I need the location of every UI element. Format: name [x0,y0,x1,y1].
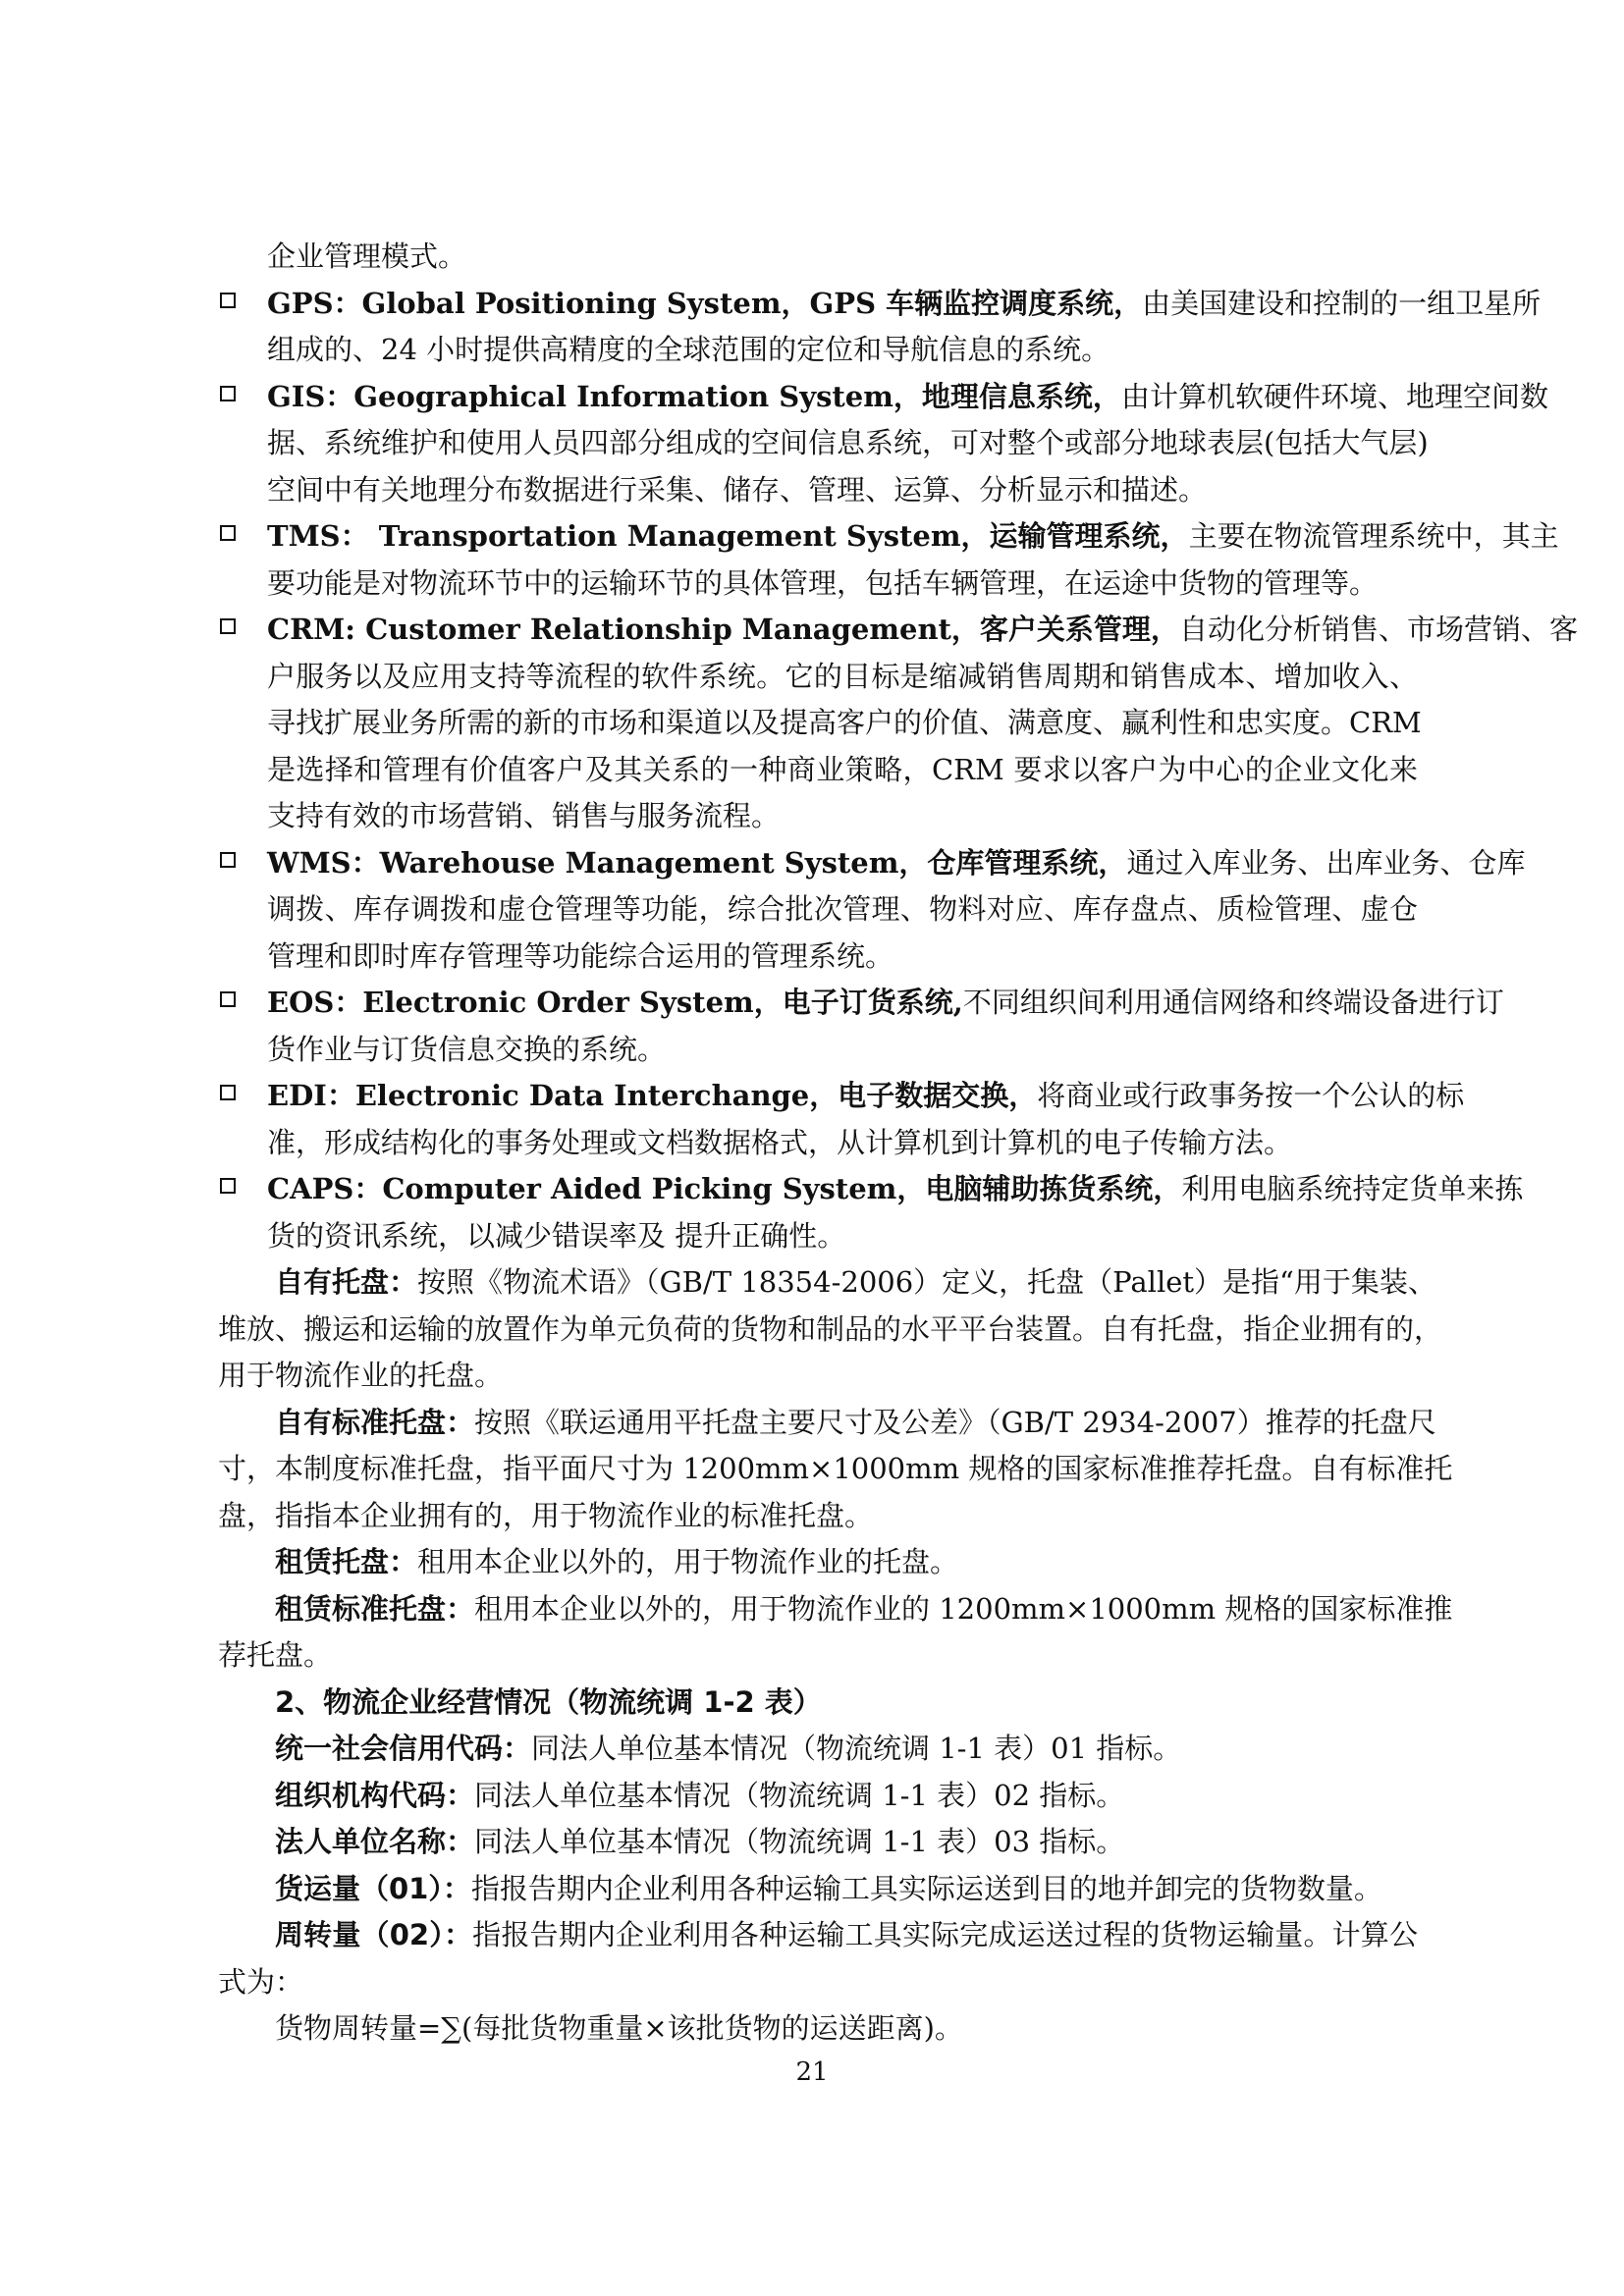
definition-line: 户服务以及应用支持等流程的软件系统。它的目标是缩减销售周期和销售成本、增加收入、 [267,659,1418,693]
definition-item-caps [218,1166,1524,1259]
checkbox-icon [220,386,236,401]
checkbox-icon [220,293,236,308]
paragraph-term: 租赁托盘： [275,1545,418,1578]
checkbox-icon [220,1178,236,1194]
definition-first-line [267,840,1526,887]
page-content [218,234,1578,2053]
definition-text: 不同组织间利用通信网络和终端设备进行订 [962,986,1504,1019]
indicator-term: 组织机构代码： [275,1778,475,1812]
definition-term: TMS： Transportation Management System，运输管理系统， [267,519,1189,553]
indicator-freight-volume [218,1866,1418,1913]
definition-term: EDI：Electronic Data Interchange，电子数据交换， [267,1079,1038,1112]
definition-item-gis [218,374,1548,514]
paragraph-text: 按照《物流术语》（GB/T 18354-2006）定义，托盘（Pallet）是指“用于集装、 [417,1265,1436,1299]
definition-line: 货作业与订货信息交换的系统。 [267,1032,667,1066]
definition-first-line [267,513,1559,561]
page-number: 21 [795,2057,829,2087]
indicator-text: 同法人单位基本情况（物流统调 1-1 表）01 指标。 [531,1732,1182,1765]
intro-line: 企业管理模式。 [267,240,467,273]
definition-term: GIS：Geographical Information System，地理信息系统， [267,379,1121,413]
definition-first-line [267,1166,1524,1213]
paragraph-first-line [218,1586,1453,1633]
paragraph-term: 租赁标准托盘： [275,1591,475,1626]
definition-line: 据、系统维护和使用人员四部分组成的空间信息系统，可对整个或部分地球表层(包括大气层) [267,426,1429,459]
indicator-term: 周转量（02）： [275,1918,473,1951]
section-heading: 2、物流企业经营情况（物流统调 1-2 表） [275,1684,822,1719]
definition-item-eos [218,980,1504,1073]
definition-text: 利用电脑系统持定货单来拣 [1181,1172,1524,1205]
definition-line: 寻找扩展业务所需的新的市场和渠道以及提高客户的价值、满意度、赢利性和忠实度。CRM [267,706,1422,739]
indicator-entity-name [218,1819,1418,1866]
definition-item-crm [218,607,1578,840]
definition-text: 将商业或行政事务按一个公认的标 [1037,1079,1465,1112]
paragraph-line: 用于物流作业的托盘。 [218,1359,504,1392]
definition-text: 主要在物流管理系统中，其主 [1188,519,1559,553]
indicator-text: 同法人单位基本情况（物流统调 1-1 表）02 指标。 [474,1778,1125,1812]
paragraph-text: 租用本企业以外的，用于物流作业的托盘。 [417,1545,959,1578]
paragraph-line: 荐托盘。 [218,1638,333,1672]
indicator-text: 指报告期内企业利用各种运输工具实际运送到目的地并卸完的货物数量。 [470,1871,1382,1905]
indicator-turnover [218,1912,1418,2005]
indicator-line: 式为： [218,1964,304,1999]
paragraph-text: 租用本企业以外的，用于物流作业的 1200mm×1000mm 规格的国家标准推 [474,1591,1453,1626]
definition-line: 调拨、库存调拨和虚仓管理等功能，综合批次管理、物料对应、库存盘点、质检管理、虚仓 [267,892,1418,926]
paragraph-first-line [218,1539,1418,1586]
checkbox-icon [220,618,236,634]
indicator-first-line [218,1912,1418,1959]
paragraph-term: 自有托盘： [275,1265,418,1299]
pallet-paragraph-own-standard [218,1400,1453,1540]
definition-text: 通过入库业务、出库业务、仓库 [1126,845,1526,880]
indicator-term: 货运量（01）： [275,1871,471,1905]
definition-term: WMS：Warehouse Management System，仓库管理系统， [267,845,1127,880]
pallet-paragraph-leased [218,1539,1418,1586]
paragraph-first-line [218,1400,1436,1447]
pallet-paragraph-own [218,1259,1443,1400]
definition-term: CAPS：Computer Aided Picking System，电脑辅助拣货系统， [267,1172,1182,1205]
definition-item-tms [218,513,1559,607]
formula-line: 货物周转量=∑(每批货物重量×该批货物的运送距离)。 [275,2011,963,2045]
indicator-org-code [218,1773,1418,1820]
checkbox-icon [220,525,236,541]
checkbox-icon [220,991,236,1007]
indicator-term: 统一社会信用代码： [275,1732,532,1765]
definition-first-line [267,980,1504,1027]
definition-text: 由计算机软硬件环境、地理空间数 [1120,379,1548,413]
definition-item-gps [218,281,1542,374]
definition-line: 管理和即时库存管理等功能综合运用的管理系统。 [267,938,894,973]
definition-line: 是选择和管理有价值客户及其关系的一种商业策略，CRM 要求以客户为中心的企业文化来 [267,752,1418,786]
definition-item-wms [218,840,1526,981]
definition-first-line [267,1073,1465,1120]
definition-line: 空间中有关地理分布数据进行采集、储存、管理、运算、分析显示和描述。 [267,472,1208,507]
definition-line: 组成的、24 小时提供高精度的全球范围的定位和导航信息的系统。 [267,333,1110,366]
definition-line: 货的资讯系统，以减少错误率及 提升正确性。 [267,1218,846,1253]
indicator-credit-code [218,1726,1418,1773]
checkbox-icon [220,852,236,868]
paragraph-term: 自有标准托盘： [275,1405,475,1439]
paragraph-line: 堆放、搬运和运输的放置作为单元负荷的货物和制品的水平平台装置。自有托盘，指企业拥有的， [218,1311,1443,1346]
checkbox-icon [220,1085,236,1100]
definition-term: GPS：Global Positioning System，GPS 车辆监控调度系统， [267,286,1143,320]
definition-term: EOS：Electronic Order System，电子订货系统, [267,986,963,1019]
definition-first-line [267,607,1578,654]
definition-line: 准，形成结构化的事务处理或文档数据格式，从计算机到计算机的电子传输方法。 [267,1125,1293,1159]
pallet-paragraph-leased-standard [218,1586,1453,1680]
definition-line: 支持有效的市场营销、销售与服务流程。 [267,799,781,832]
definition-term: CRM: Customer Relationship Management，客户关系管理， [267,613,1179,646]
definition-first-line [267,281,1542,328]
indicator-text: 指报告期内企业利用各种运输工具实际完成运送过程的货物运输量。计算公 [472,1918,1418,1951]
definition-first-line [267,374,1548,421]
definition-line: 要功能是对物流环节中的运输环节的具体管理，包括车辆管理，在运途中货物的管理等。 [267,565,1379,600]
definition-text: 自动化分析销售、市场营销、客 [1178,613,1578,646]
paragraph-first-line [218,1259,1436,1307]
indicator-text: 同法人单位基本情况（物流统调 1-1 表）03 指标。 [474,1825,1125,1858]
definition-item-edi [218,1073,1465,1166]
paragraph-line: 盘，指指本企业拥有的，用于物流作业的标准托盘。 [218,1498,874,1532]
paragraph-text: 按照《联运通用平托盘主要尺寸及公差》（GB/T 2934-2007）推荐的托盘尺 [474,1405,1436,1439]
paragraph-line: 寸，本制度标准托盘，指平面尺寸为 1200mm×1000mm 规格的国家标准推荐托盘。自有标准托 [218,1452,1453,1485]
indicator-term: 法人单位名称： [275,1825,475,1858]
definition-text: 由美国建设和控制的一组卫星所 [1142,286,1542,320]
